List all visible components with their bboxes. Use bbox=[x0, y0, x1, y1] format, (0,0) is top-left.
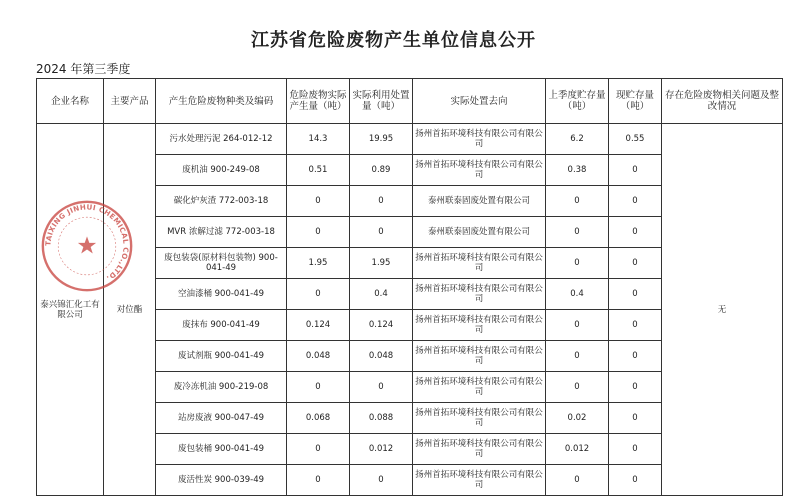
disposal-unit: 扬州首拓环境科技有限公司有限公司 bbox=[413, 341, 546, 372]
prev-stock: 6.2 bbox=[546, 124, 609, 155]
prev-stock: 0 bbox=[546, 248, 609, 279]
header-curr-stock: 现贮存量（吨） bbox=[609, 79, 662, 124]
disposal-unit: 扬州首拓环境科技有限公司有限公司 bbox=[413, 248, 546, 279]
produced-amount: 0.124 bbox=[287, 310, 350, 341]
main-product: 对位酯 bbox=[104, 124, 156, 496]
waste-type: 废试剂瓶 900-041-49 bbox=[156, 341, 287, 372]
utilized-amount: 0.048 bbox=[350, 341, 413, 372]
waste-type: 废活性炭 900-039-49 bbox=[156, 465, 287, 496]
utilized-amount: 1.95 bbox=[350, 248, 413, 279]
produced-amount: 14.3 bbox=[287, 124, 350, 155]
utilized-amount: 0.4 bbox=[350, 279, 413, 310]
waste-type: 废包装袋(原材料包装物) 900-041-49 bbox=[156, 248, 287, 279]
curr-stock: 0 bbox=[609, 465, 662, 496]
prev-stock: 0.02 bbox=[546, 403, 609, 434]
disposal-unit: 扬州首拓环境科技有限公司有限公司 bbox=[413, 124, 546, 155]
curr-stock: 0 bbox=[609, 372, 662, 403]
waste-type: 污水处理污泥 264-012-12 bbox=[156, 124, 287, 155]
produced-amount: 0 bbox=[287, 186, 350, 217]
disposal-unit: 扬州首拓环境科技有限公司有限公司 bbox=[413, 155, 546, 186]
utilized-amount: 0 bbox=[350, 217, 413, 248]
disposal-unit: 泰州联泰固废处置有限公司 bbox=[413, 217, 546, 248]
curr-stock: 0 bbox=[609, 403, 662, 434]
curr-stock: 0 bbox=[609, 248, 662, 279]
table-row bbox=[37, 124, 783, 155]
utilized-amount: 0 bbox=[350, 372, 413, 403]
header-issues: 存在危险废物相关问题及整改情况 bbox=[662, 79, 783, 124]
utilized-amount: 0.012 bbox=[350, 434, 413, 465]
waste-type: MVR 浓解过滤 772-003-18 bbox=[156, 217, 287, 248]
produced-amount: 0 bbox=[287, 279, 350, 310]
utilized-amount: 0.088 bbox=[350, 403, 413, 434]
produced-amount: 0.068 bbox=[287, 403, 350, 434]
prev-stock: 0.38 bbox=[546, 155, 609, 186]
produced-amount: 0 bbox=[287, 372, 350, 403]
waste-type: 站房废液 900-047-49 bbox=[156, 403, 287, 434]
disposal-unit: 扬州首拓环境科技有限公司有限公司 bbox=[413, 310, 546, 341]
utilized-amount: 0 bbox=[350, 186, 413, 217]
produced-amount: 0 bbox=[287, 465, 350, 496]
waste-type: 废机油 900-249-08 bbox=[156, 155, 287, 186]
curr-stock: 0 bbox=[609, 341, 662, 372]
waste-type: 废冷冻机油 900-219-08 bbox=[156, 372, 287, 403]
produced-amount: 0.51 bbox=[287, 155, 350, 186]
waste-type: 空油漆桶 900-041-49 bbox=[156, 279, 287, 310]
disposal-unit: 扬州首拓环境科技有限公司有限公司 bbox=[413, 465, 546, 496]
header-utilized: 实际利用处置量（吨） bbox=[350, 79, 413, 124]
hazardous-waste-table bbox=[36, 78, 783, 496]
header-product: 主要产品 bbox=[104, 79, 156, 124]
curr-stock: 0.55 bbox=[609, 124, 662, 155]
disposal-unit: 扬州首拓环境科技有限公司有限公司 bbox=[413, 403, 546, 434]
document-title: 江苏省危险废物产生单位信息公开 bbox=[251, 30, 536, 51]
prev-stock: 0.4 bbox=[546, 279, 609, 310]
prev-stock: 0 bbox=[546, 217, 609, 248]
prev-stock: 0 bbox=[546, 465, 609, 496]
header-row bbox=[37, 79, 783, 124]
produced-amount: 0.048 bbox=[287, 341, 350, 372]
curr-stock: 0 bbox=[609, 434, 662, 465]
company-name: 泰兴锦汇化工有限公司 bbox=[37, 124, 104, 496]
header-destination: 实际处置去向 bbox=[413, 79, 546, 124]
header-prev-stock: 上季度贮存量（吨） bbox=[546, 79, 609, 124]
curr-stock: 0 bbox=[609, 186, 662, 217]
utilized-amount: 0.124 bbox=[350, 310, 413, 341]
disposal-unit: 扬州首拓环境科技有限公司有限公司 bbox=[413, 279, 546, 310]
waste-type: 碳化炉灰渣 772-003-18 bbox=[156, 186, 287, 217]
produced-amount: 0 bbox=[287, 217, 350, 248]
utilized-amount: 0.89 bbox=[350, 155, 413, 186]
header-waste-type: 产生危险废物种类及编码 bbox=[156, 79, 287, 124]
seal-text: TAIXING JINHUI CHEMICAL CO.,LTD. bbox=[43, 202, 131, 284]
prev-stock: 0 bbox=[546, 310, 609, 341]
prev-stock: 0 bbox=[546, 186, 609, 217]
produced-amount: 1.95 bbox=[287, 248, 350, 279]
disposal-unit: 泰州联泰固废处置有限公司 bbox=[413, 186, 546, 217]
curr-stock: 0 bbox=[609, 217, 662, 248]
utilized-amount: 19.95 bbox=[350, 124, 413, 155]
curr-stock: 0 bbox=[609, 279, 662, 310]
prev-stock: 0.012 bbox=[546, 434, 609, 465]
prev-stock: 0 bbox=[546, 372, 609, 403]
disposal-unit: 扬州首拓环境科技有限公司有限公司 bbox=[413, 434, 546, 465]
curr-stock: 0 bbox=[609, 155, 662, 186]
issues-status: 无 bbox=[662, 124, 783, 496]
produced-amount: 0 bbox=[287, 434, 350, 465]
disposal-unit: 扬州首拓环境科技有限公司有限公司 bbox=[413, 372, 546, 403]
waste-type: 废包装桶 900-041-49 bbox=[156, 434, 287, 465]
reporting-period: 2024 年第三季度 bbox=[36, 62, 131, 76]
prev-stock: 0 bbox=[546, 341, 609, 372]
header-company: 企业名称 bbox=[37, 79, 104, 124]
curr-stock: 0 bbox=[609, 310, 662, 341]
header-produced: 危险废物实际产生量（吨） bbox=[287, 79, 350, 124]
waste-type: 废抹布 900-041-49 bbox=[156, 310, 287, 341]
utilized-amount: 0 bbox=[350, 465, 413, 496]
